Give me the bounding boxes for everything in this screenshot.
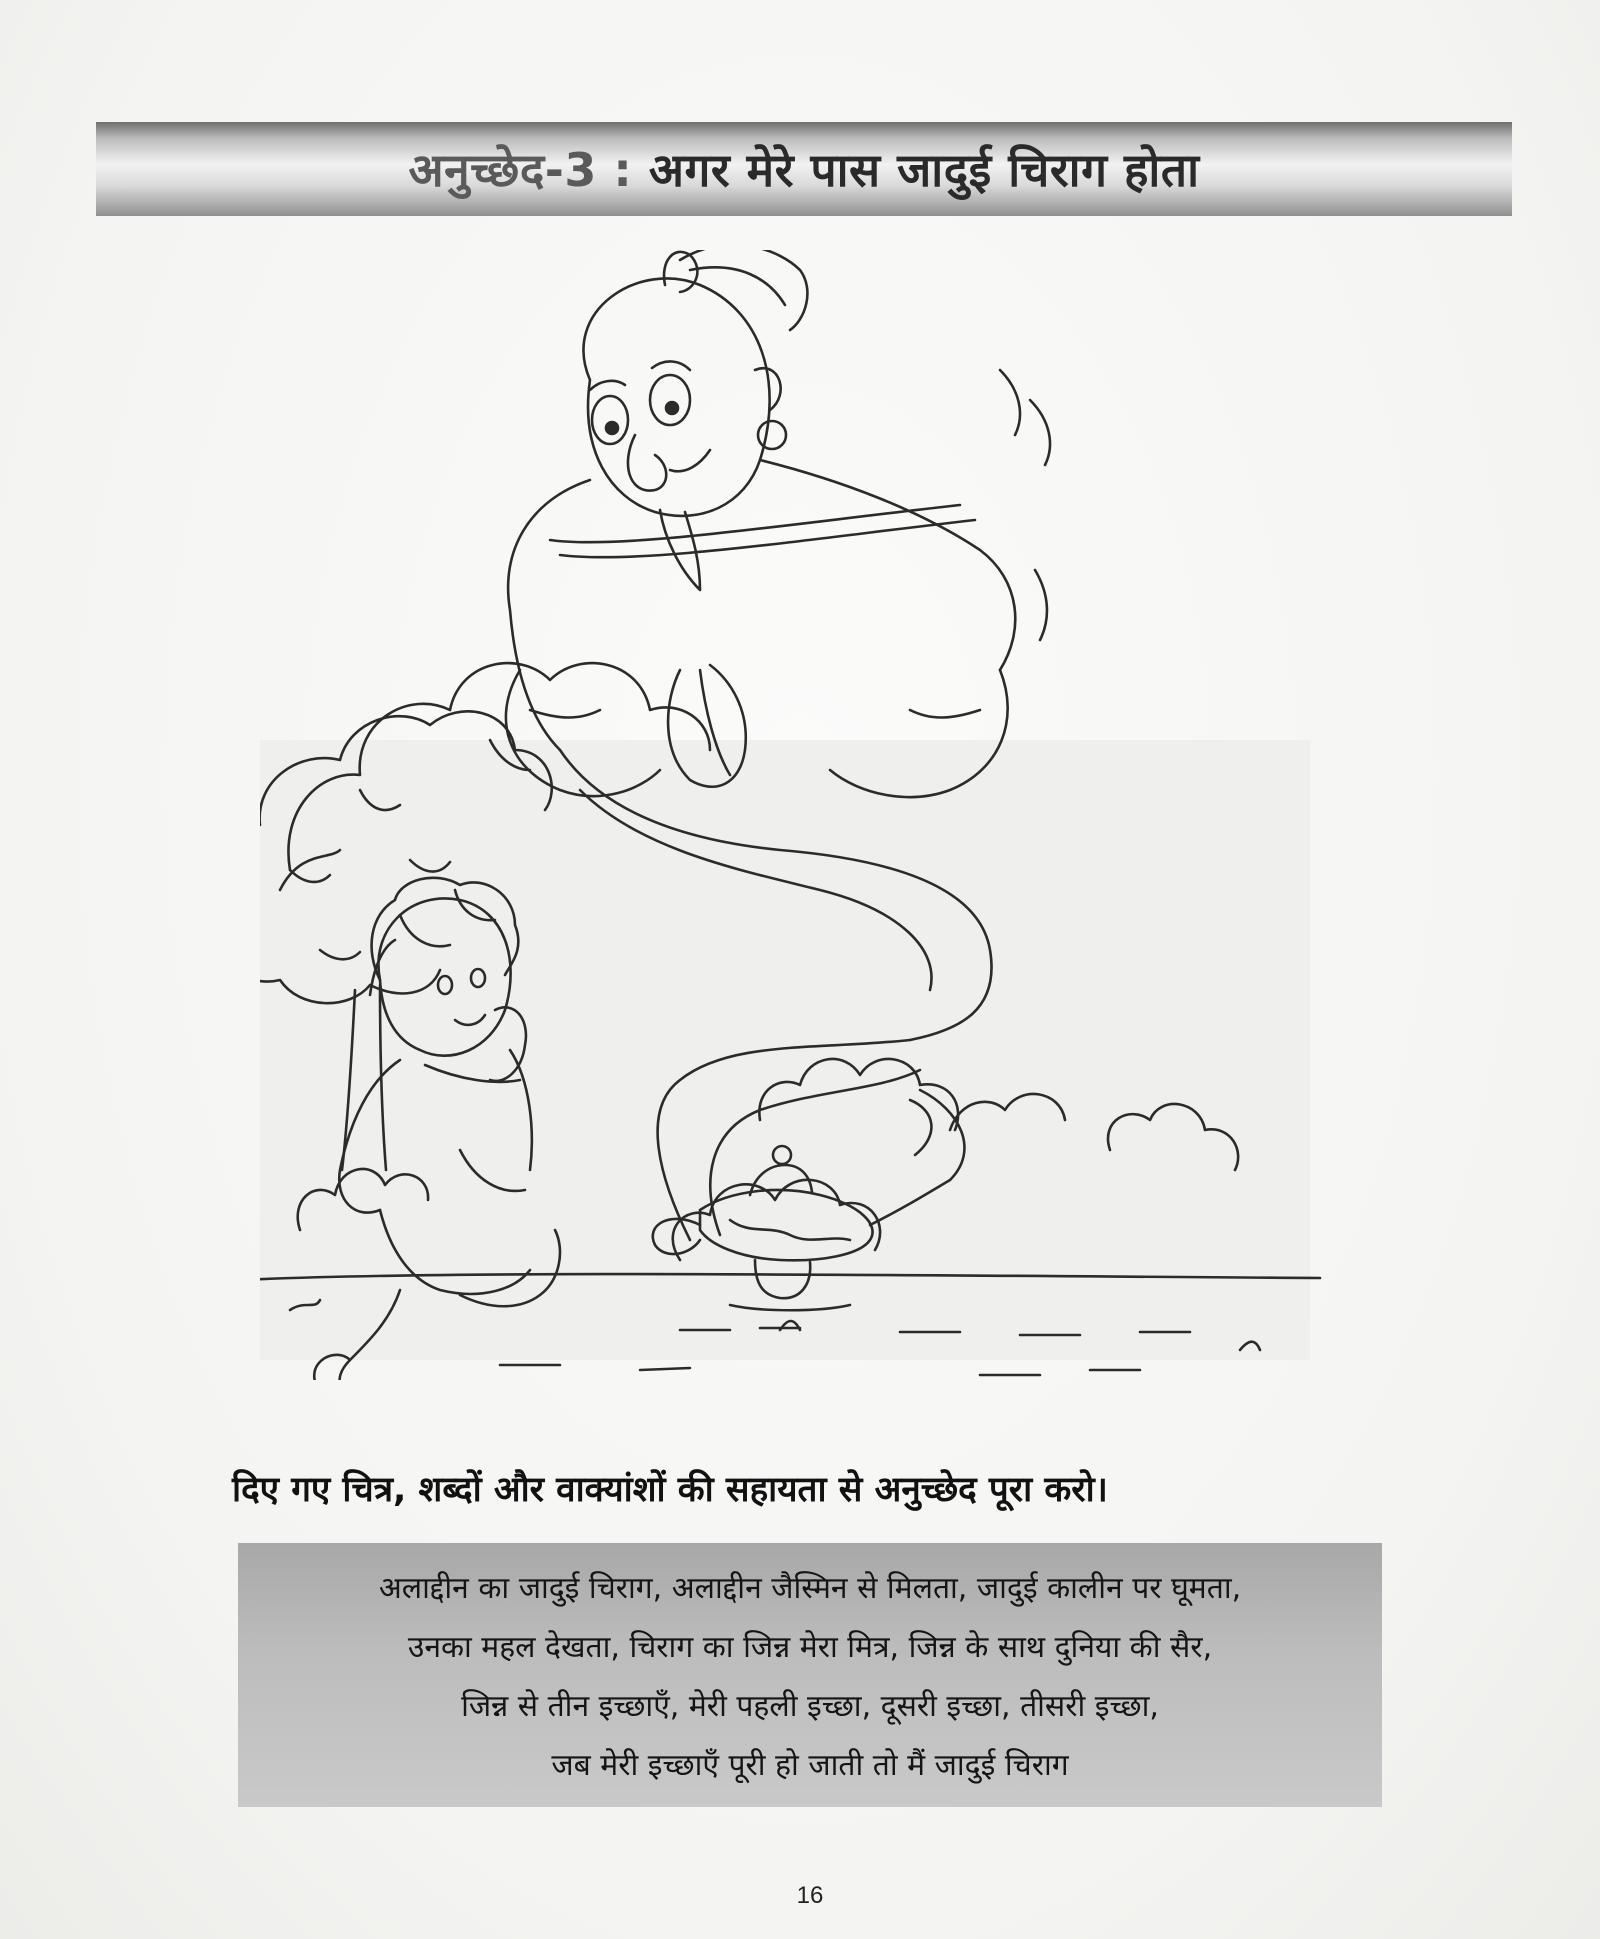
word-hint-line: जब मेरी इच्छाएँ पूरी हो जाती तो मैं जादुई चिराग xyxy=(551,1748,1069,1783)
title-banner xyxy=(96,122,1512,216)
instruction-text: दिए गए चित्र, शब्दों और वाक्यांशों की सहायता से अनुच्छेद पूरा करो। xyxy=(232,1470,1108,1510)
genie-illustration xyxy=(260,250,1350,1380)
page-number: 16 xyxy=(796,1882,824,1909)
page-title xyxy=(409,138,1200,200)
word-hint-line: जिन्न से तीन इच्छाएँ, मेरी पहली इच्छा, दूसरी इच्छा, तीसरी इच्छा, xyxy=(461,1689,1159,1724)
word-hint-line: उनका महल देखता, चिराग का जिन्न मेरा मित्र, जिन्न के साथ दुनिया की सैर, xyxy=(407,1630,1213,1665)
word-hint-box xyxy=(238,1543,1382,1807)
title-prefix: अनुच्छेद-3 : xyxy=(408,143,633,197)
title-text: अगर मेरे पास जादुई चिराग होता xyxy=(648,143,1200,197)
word-hint-line: अलाद्दीन का जादुई चिराग, अलाद्दीन जैस्मिन से मिलता, जादुई कालीन पर घूमता, xyxy=(378,1571,1242,1606)
coloring-drawing xyxy=(260,250,1350,1380)
